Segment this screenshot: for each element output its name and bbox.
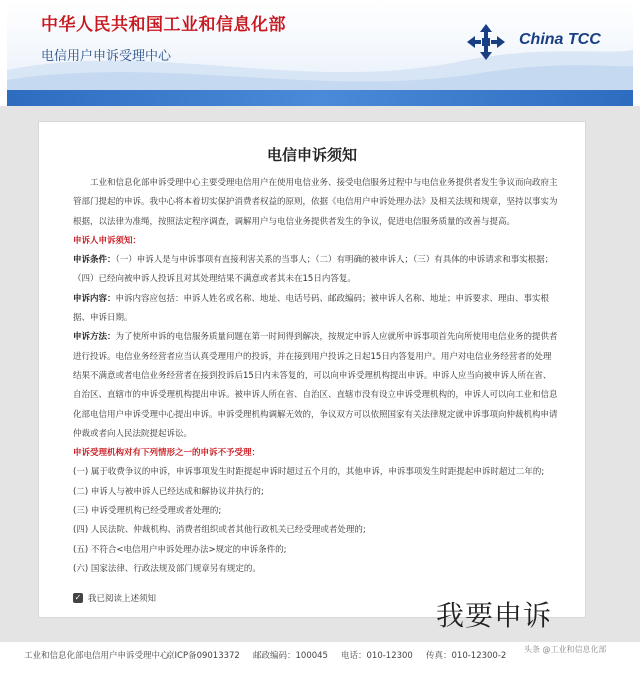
ministry-title: 中华人民共和国工业和信息化部 — [41, 15, 286, 35]
method-paragraph — [73, 328, 559, 444]
footer-postcode: 邮政编码：100045 — [253, 651, 328, 661]
site-footer — [0, 642, 640, 674]
exclusion-item: (一) 属于收费争议的申诉，申诉事项发生时距提起申诉时超过五个月的，其他申诉，申诉事项发生时距提起申诉时超过二年的; — [73, 467, 545, 478]
notice-intro: 工业和信息化部申诉受理中心主要受理电信用户在使用电信业务、接受电信服务过程中与电信业务提供者发生争议而向政府主管部门提起的申诉。我中心将本着切实保护消费者权益的原则，依据《电信用户申诉处理办法》及相关法规和规章，坚持以事实为根据，以法律为准绳，按照法定程序调查，调解用户与电信业务提供者发生的争议，促进电信服务质量的改善与提高。 — [73, 178, 558, 227]
exclusion-item: (五) 不符合<电信用户申诉处理办法>规定的申诉条件的; — [73, 544, 287, 555]
submit-appeal-button[interactable]: 我要申诉 — [436, 599, 553, 632]
agree-checkbox[interactable]: ✓ — [74, 593, 82, 602]
notice-content — [73, 174, 559, 579]
china-tcc-logo-icon — [465, 22, 507, 62]
method-label: 申诉方法： — [73, 332, 116, 343]
exclusion-item: (六) 国家法律、行政法规及部门规章另有规定的。 — [73, 563, 261, 574]
exclusion-item: (二) 申诉人与被申诉人已经达成和解协议并执行的; — [73, 486, 264, 497]
notice-title: 电信申诉须知 — [266, 146, 357, 164]
china-tcc-logo-text: China TCC — [519, 31, 601, 48]
content-paragraph — [73, 290, 559, 329]
conditions-paragraph — [73, 251, 559, 290]
content-label: 申诉内容： — [73, 293, 116, 304]
center-name: 电信用户申诉受理中心 — [41, 49, 172, 64]
watermark-overlay: 头条 @工业和信息化部 — [524, 645, 607, 654]
exclusion-item: (三) 申诉受理机构已经受理或者处理的; — [73, 506, 222, 517]
footer-org: 工业和信息化部电信用户申诉受理中心 — [24, 651, 169, 661]
method-text: 为了使所申诉的电信服务质量问题在第一时间得到解决，按规定申诉人应就所申诉事项首先向所使用电信业务的提供者进行投诉。电信业务经营者应当认真受理用户的投诉，并在接到用户投诉之日起15日内答复用户。用户对电信业务经营者的处理结果不满意或者电信业务经营者在接到投诉后15日内未答复的，可以向申诉受理机构提出申诉。申诉人应当向被申诉人所在省、自治区、直辖市的申诉受理机构提出申诉。被申诉人所在省、自治区、直辖市没有设立申诉受理机构的，申诉人可以向工业和信息化部电信用户申诉受理中心提出申诉。申诉受理机构调解无效的，争议双方可以依照国家有关法律规定就申诉事项向仲裁机构申请仲裁或者向人民法院提起诉讼。 — [73, 332, 558, 439]
conditions-label: 申诉条件： — [73, 255, 116, 266]
conditions-text: （一）申诉人是与申诉事项有直接利害关系的当事人；（二）有明确的被申诉人；（三）有具体的申诉请求和事实根据；（四）已经向被申诉人投诉且对其处理结果不满意或者其未在15日内答复。 — [73, 255, 554, 285]
footer-phone: 电话：010-12300 — [341, 651, 413, 661]
footer-fax: 传真：010-12300-2 — [426, 651, 507, 661]
content-text: 申诉内容应包括：申诉人姓名或名称、地址、电话号码、邮政编码；被申诉人名称、地址；申诉要求、理由、事实根据、申诉日期。 — [73, 293, 550, 324]
agree-label: 我已阅读上述须知 — [88, 594, 157, 604]
section-applicant-heading: 申诉人申诉须知： — [73, 235, 142, 246]
footer-icp[interactable]: 京ICP备09013372 — [166, 651, 240, 661]
agree-checkbox-row[interactable] — [73, 592, 156, 604]
exclusion-item: (四) 人民法院、仲裁机构、消费者组织或者其他行政机关已经受理或者处理的; — [73, 525, 366, 536]
notice-panel — [38, 121, 586, 618]
header-blue-bar — [7, 90, 633, 106]
section-exclusions-heading: 申诉受理机构对有下列情形之一的申诉不予受理： — [73, 448, 261, 459]
